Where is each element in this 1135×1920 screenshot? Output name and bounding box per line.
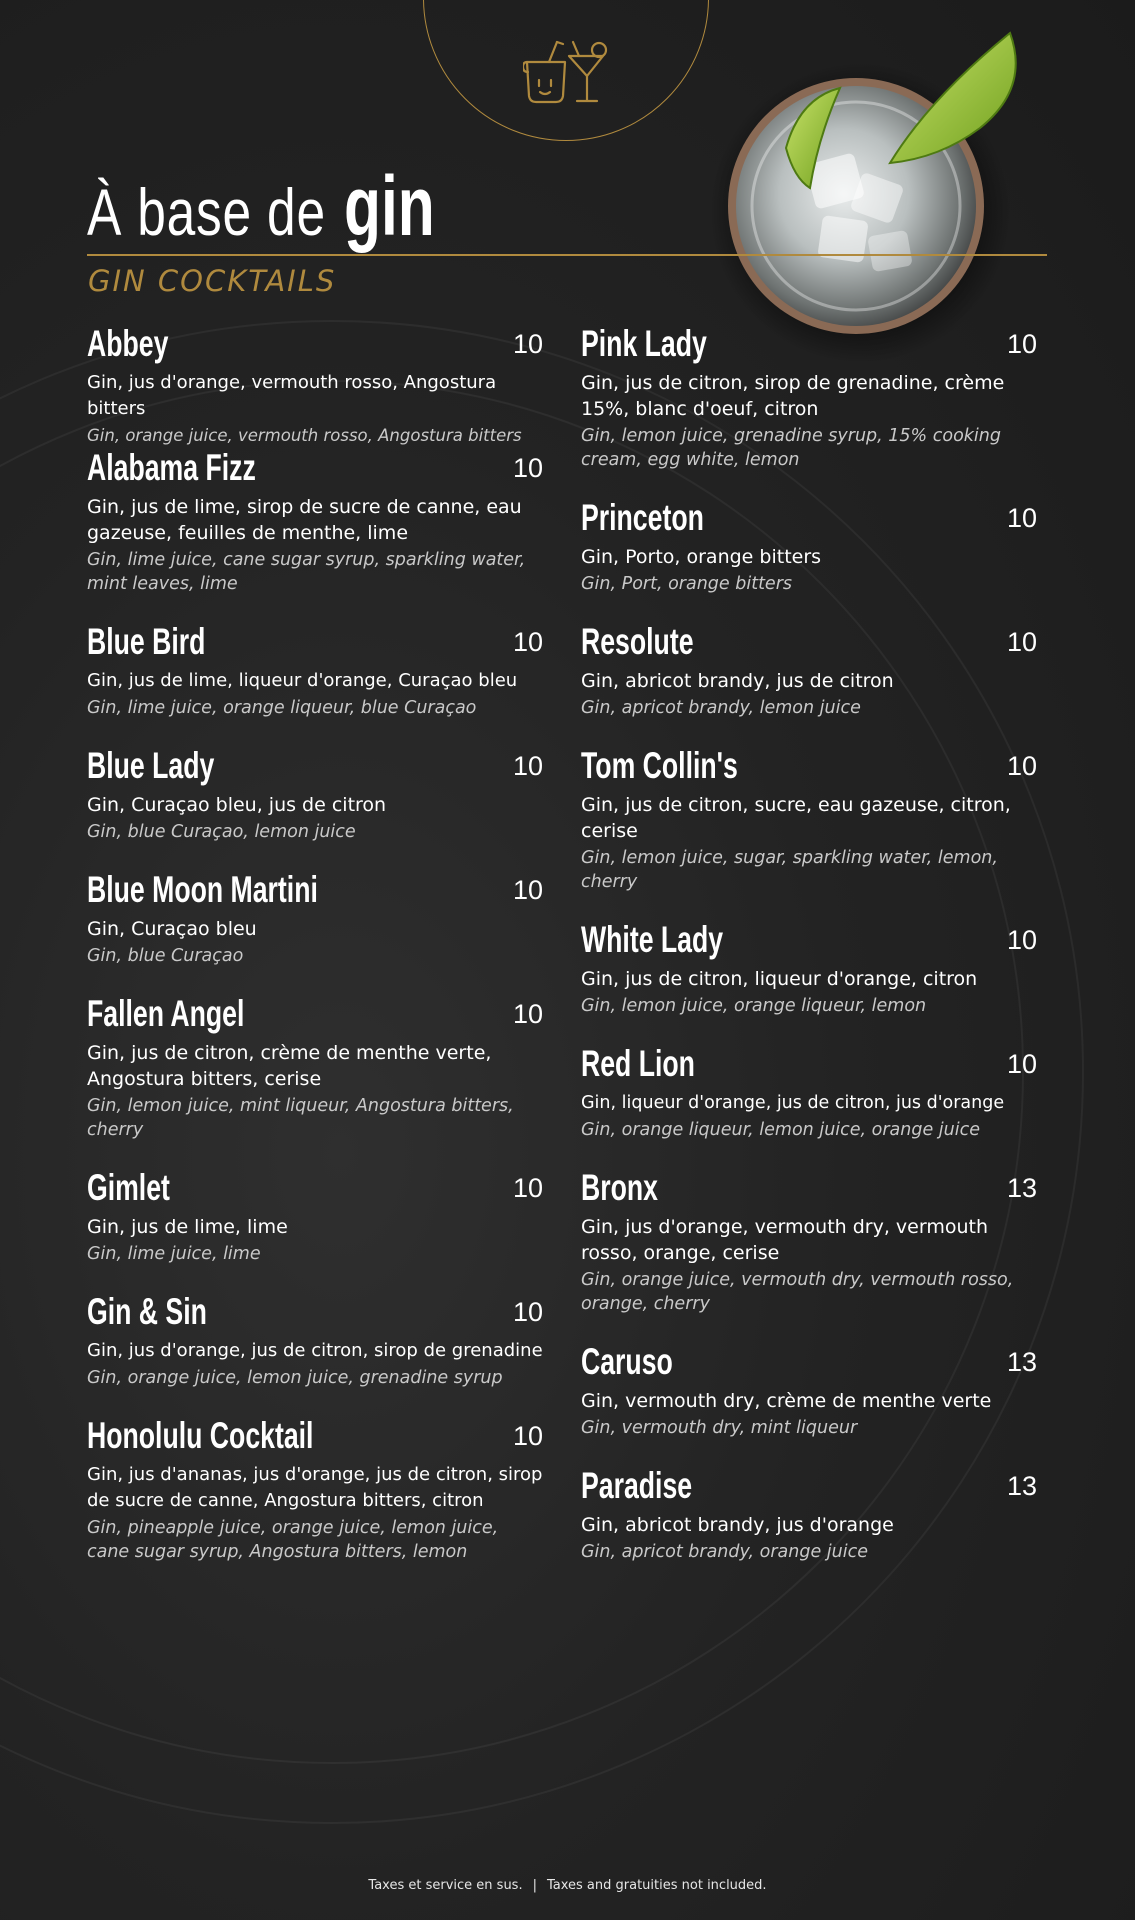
menu-item-price: 10 xyxy=(1006,503,1037,533)
menu-item xyxy=(87,1290,543,1414)
menu-item-description-fr: Gin, jus de citron, crème de menthe verte, Angostura bitters, cerise xyxy=(87,1042,492,1090)
menu-item-description-fr: Gin, jus d'orange, jus de citron, sirop de grenadine xyxy=(87,1340,543,1361)
menu-item-description-fr: Gin, Porto, orange bitters xyxy=(581,546,822,568)
menu-item-price: 10 xyxy=(1006,627,1037,657)
menu-item-description-fr: Gin, Curaçao bleu xyxy=(87,918,257,940)
menu-item-name: Fallen Angel xyxy=(87,993,245,1034)
menu-item-description-en: Gin, blue Curaçao xyxy=(87,946,244,966)
menu-item-description-en: Gin, vermouth dry, mint liqueur xyxy=(581,1418,858,1438)
menu-item-name: Alabama Fizz xyxy=(87,447,256,488)
title-divider xyxy=(87,254,1047,256)
menu-item-description-en: Gin, blue Curaçao, lemon juice xyxy=(87,822,356,842)
menu-item-description-fr: Gin, liqueur d'orange, jus de citron, jus d'orange xyxy=(581,1093,1005,1113)
menu-item xyxy=(581,1464,1037,1588)
menu-item xyxy=(87,1166,543,1290)
cocktail-glasses-icon xyxy=(523,40,611,104)
section-subtitle: GIN COCKTAILS xyxy=(88,264,337,298)
menu-column-right xyxy=(581,322,1037,1588)
menu-item xyxy=(581,744,1037,918)
menu-item-name: Caruso xyxy=(581,1341,673,1382)
menu-item-name: Tom Collin's xyxy=(581,745,738,786)
menu-item-price: 10 xyxy=(512,627,543,657)
menu-item-name: Gimlet xyxy=(87,1167,170,1208)
menu-item-price: 10 xyxy=(1006,329,1037,359)
page-title xyxy=(87,158,470,255)
menu-column-left xyxy=(87,322,543,1588)
menu-item-description-fr: Gin, vermouth dry, crème de menthe verte xyxy=(581,1390,992,1412)
menu-item-price: 10 xyxy=(512,999,543,1029)
menu-item-description-fr: Gin, jus d'orange, vermouth rosso, Angostura bitters xyxy=(87,372,497,419)
menu-item-price: 10 xyxy=(512,875,543,905)
menu-item xyxy=(87,992,543,1166)
menu-item-name: Gin & Sin xyxy=(87,1291,207,1332)
menu-item-description-fr: Gin, jus de citron, sucre, eau gazeuse, citron, cerise xyxy=(581,794,1011,842)
menu-item-name: White Lady xyxy=(581,919,724,960)
menu-item-price: 10 xyxy=(1006,925,1037,955)
menu-item-price: 10 xyxy=(512,1173,543,1203)
gin-tonic-glass-with-lime-photo xyxy=(690,28,1030,368)
menu-item-description-en: Gin, orange juice, vermouth dry, vermouth rosso, orange, cherry xyxy=(581,1270,1014,1314)
menu-item-description-fr: Gin, Curaçao bleu, jus de citron xyxy=(87,794,387,816)
menu-item-description-fr: Gin, jus de lime, liqueur d'orange, Curaçao bleu xyxy=(87,670,518,691)
menu-item-price: 13 xyxy=(1006,1173,1037,1203)
menu-item-name: Princeton xyxy=(581,497,704,538)
menu-item xyxy=(581,620,1037,744)
menu-item xyxy=(87,446,543,620)
footer-separator: | xyxy=(532,1878,537,1893)
menu-item-name: Honolulu Cocktail xyxy=(87,1415,314,1456)
menu-item-description-en: Gin, lime juice, lime xyxy=(87,1244,261,1264)
menu-item-description-en: Gin, lemon juice, orange liqueur, lemon xyxy=(581,996,927,1016)
menu-item xyxy=(87,322,543,446)
menu-item-description-en: Gin, lime juice, cane sugar syrup, sparkling water, mint leaves, lime xyxy=(87,550,526,594)
menu-item xyxy=(87,868,543,992)
menu-item-price: 13 xyxy=(1006,1347,1037,1377)
menu-item-name: Paradise xyxy=(581,1465,693,1506)
menu-item-description-fr: Gin, jus de citron, liqueur d'orange, citron xyxy=(581,968,978,990)
page-title-light: À base de xyxy=(87,175,326,249)
menu-item-name: Bronx xyxy=(581,1167,658,1208)
menu-item-description-en: Gin, lemon juice, mint liqueur, Angostura bitters, cherry xyxy=(87,1096,514,1140)
menu-item-name: Blue Lady xyxy=(87,745,215,786)
footer-note-fr: Taxes et service en sus. xyxy=(368,1878,523,1893)
menu-item xyxy=(87,620,543,744)
menu-item-name: Abbey xyxy=(87,323,169,364)
menu-item-description-fr: Gin, jus de lime, sirop de sucre de canne, eau gazeuse, feuilles de menthe, lime xyxy=(87,496,522,544)
menu-item-description-en: Gin, apricot brandy, lemon juice xyxy=(581,698,861,718)
footer-note-en: Taxes and gratuities not included. xyxy=(546,1878,767,1893)
menu-item-name: Blue Bird xyxy=(87,621,206,662)
menu-item xyxy=(87,1414,543,1588)
menu-item xyxy=(581,322,1037,496)
footer-note xyxy=(0,1878,1135,1893)
menu-item-name: Resolute xyxy=(581,621,694,662)
menu-item-name: Pink Lady xyxy=(581,323,707,364)
menu-item-description-en: Gin, apricot brandy, orange juice xyxy=(581,1542,868,1562)
menu-item-price: 10 xyxy=(1006,751,1037,781)
menu-item-price: 10 xyxy=(512,329,543,359)
menu-item xyxy=(581,918,1037,1042)
menu-item-description-en: Gin, orange liqueur, lemon juice, orange juice xyxy=(581,1120,981,1140)
menu-item-description-en: Gin, orange juice, vermouth rosso, Angostura bitters xyxy=(87,426,522,445)
menu-item xyxy=(581,496,1037,620)
menu-item-name: Blue Moon Martini xyxy=(87,869,318,910)
menu-item-price: 10 xyxy=(512,1297,543,1327)
menu-item-description-fr: Gin, abricot brandy, jus de citron xyxy=(581,670,894,692)
menu-item-price: 10 xyxy=(1006,1049,1037,1079)
menu-item xyxy=(581,1042,1037,1166)
menu-item-description-en: Gin, lemon juice, grenadine syrup, 15% cooking cream, egg white, lemon xyxy=(581,426,1001,470)
menu-item-price: 13 xyxy=(1006,1471,1037,1501)
menu-item-description-fr: Gin, jus de lime, lime xyxy=(87,1216,288,1238)
page-title-bold: gin xyxy=(344,159,435,253)
menu-item-price: 10 xyxy=(512,751,543,781)
menu-item-description-en: Gin, lemon juice, sugar, sparkling water, lemon, cherry xyxy=(581,848,998,892)
menu-item-description-fr: Gin, abricot brandy, jus d'orange xyxy=(581,1514,894,1536)
menu-item-price: 10 xyxy=(512,1421,543,1451)
menu-item xyxy=(87,744,543,868)
menu-item-description-en: Gin, lime juice, orange liqueur, blue Curaçao xyxy=(87,698,477,718)
menu-item-name: Red Lion xyxy=(581,1043,695,1084)
menu-item-description-fr: Gin, jus d'orange, vermouth dry, vermouth rosso, orange, cerise xyxy=(581,1216,989,1264)
menu-item-description-en: Gin, orange juice, lemon juice, grenadine syrup xyxy=(87,1368,503,1388)
menu-item-description-en: Gin, pineapple juice, orange juice, lemon juice, cane sugar syrup, Angostura bitters, lemon xyxy=(87,1518,499,1562)
menu-item-price: 10 xyxy=(512,453,543,483)
menu-item xyxy=(581,1340,1037,1464)
menu-item-description-fr: Gin, jus de citron, sirop de grenadine, crème 15%, blanc d'oeuf, citron xyxy=(581,372,1005,420)
menu-item-description-fr: Gin, jus d'ananas, jus d'orange, jus de citron, sirop de sucre de canne, Angostura bitters, citron xyxy=(87,1464,543,1511)
menu-item-description-en: Gin, Port, orange bitters xyxy=(581,574,793,594)
menu-item xyxy=(581,1166,1037,1340)
